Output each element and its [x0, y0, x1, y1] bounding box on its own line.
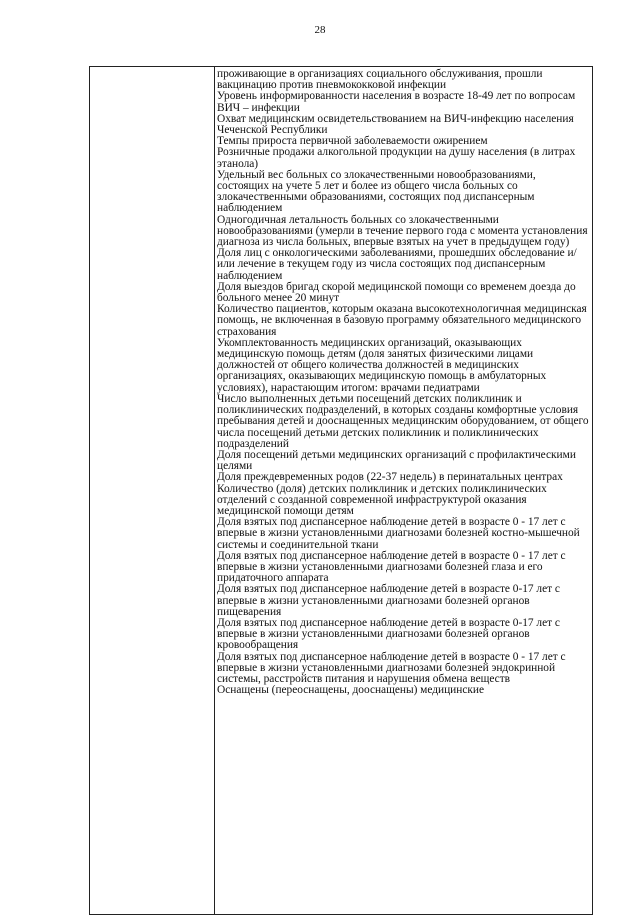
table-entry: Число выполненных детьми посещений детских поликлиник и поликлинических подразделений, в которых созданы комфортные условия пребывания детей и дооснащенных медицинским оборудованием, от общего числа посещений детьми детских поликлиник и поликлинических подразделений	[217, 392, 589, 450]
table-entry: Доля взятых под диспансерное наблюдение детей в возрасте 0 - 17 лет с впервые в жизни установленными диагнозами болезней эндокринной системы, расстройств питания и нарушения обмена веществ	[217, 650, 566, 685]
table-entry: Доля взятых под диспансерное наблюдение детей в возрасте 0-17 лет с впервые в жизни установленными диагнозами болезней органов пищеварения	[217, 583, 560, 618]
table-entry: Доля взятых под диспансерное наблюдение детей в возрасте 0 - 17 лет с впервые в жизни установленными диагнозами болезней глаза и его придаточного аппарата	[217, 549, 566, 585]
table-entry: Розничные продажи алкогольной продукции на душу населения (в литрах этанола)	[217, 146, 576, 170]
table-entry: Охват медицинским освидетельствованием на ВИЧ-инфекцию населения Чеченской Республики	[217, 112, 574, 137]
table-entry: Доля выездов бригад скорой медицинской помощи со временем доезда до больного менее 20 минут	[217, 280, 576, 305]
table-left-column	[90, 67, 215, 914]
table-entry: Укомплектованность медицинских организаций, оказывающих медицинскую помощь детям (доля занятых физическими лицами должностей от общего количества должностей в медицинских организациях, оказывающих медицинскую помощь в амбулаторных условиях), нарастающим итогом: врачами педиатрами	[217, 336, 547, 394]
table-entry: Количество (доля) детских поликлиник и детских поликлинических отделений с созданной современной инфраструктурой оказания медицинской помощи детям	[217, 482, 547, 517]
table-entry: Доля взятых под диспансерное наблюдение детей в возрасте 0-17 лет с впервые в жизни установленными диагнозами болезней органов кровообращения	[217, 616, 560, 652]
table-entry: Доля лиц с онкологическими заболеваниями, прошедших обследование и/или лечение в текущем году из числа состоящих под диспансерным наблюдением	[217, 247, 577, 282]
table-entry: Одногодичная летальность больных со злокачественными новообразованиями (умерли в течение первого года с момента установления диагноза из числа больных, впервые взятых на учет в предыдущем году)	[217, 213, 588, 249]
table-entry: Доля посещений детьми медицинских организаций с профилактическими целями	[217, 448, 576, 473]
table-entry: Удельный вес больных со злокачественными новообразованиями, состоящих на учете 5 лет и более из общего числа больных со злокачественными образованиями, состоящих под диспансерным наблюдением	[217, 168, 536, 215]
table-entry: Доля преждевременных родов (22-37 недель) в перинатальных центрах	[217, 471, 563, 484]
table-entry: Оснащены (переоснащены, дооснащены) медицинские	[217, 684, 484, 697]
table-right-column	[217, 69, 589, 696]
table-entry: Доля взятых под диспансерное наблюдение детей в возрасте 0 - 17 лет с впервые в жизни установленными диагнозами болезней костно-мышечной системы и соединительной ткани	[217, 516, 580, 551]
table-entry: проживающие в организациях социального обслуживания, прошли вакцинацию против пневмококковой инфекции	[217, 68, 543, 92]
indicators-table	[89, 66, 593, 915]
table-entry: Количество пациентов, которым оказана высокотехнологичная медицинская помощь, не включенная в базовую программу обязательного медицинского страхования	[217, 303, 587, 338]
page-number: 28	[314, 24, 326, 36]
table-entry: Темпы прироста первичной заболеваемости ожирением	[217, 135, 488, 148]
table-entry: Уровень информированности населения в возрасте 18-49 лет по вопросам ВИЧ – инфекции	[217, 90, 576, 114]
